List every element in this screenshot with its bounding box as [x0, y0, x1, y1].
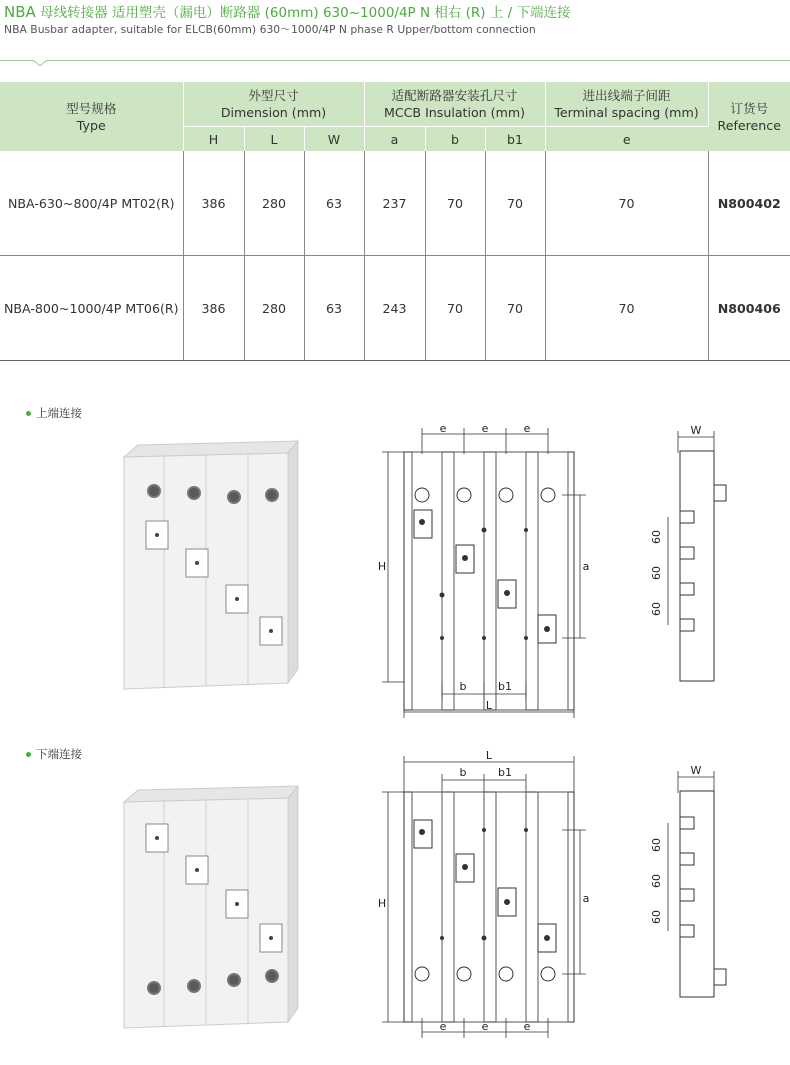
header-type: 型号规格 Type — [0, 82, 183, 151]
subheader-b1: b1 — [485, 127, 545, 152]
cell-e: 70 — [545, 151, 708, 256]
title-block — [4, 2, 784, 37]
cell-reference: N800402 — [708, 151, 790, 256]
cell-a: 243 — [364, 256, 425, 361]
header-dimension: 外型尺寸 Dimension (mm) — [183, 82, 364, 127]
table-row — [0, 256, 790, 361]
cell-type: NBA-630~800/4P MT02(R) — [0, 151, 183, 256]
bullet-icon — [26, 411, 31, 416]
header-reference: 订货号 Reference — [708, 82, 790, 151]
cell-L: 280 — [244, 256, 304, 361]
dim-W: W — [690, 424, 702, 437]
product-render-upper — [120, 445, 300, 695]
dim-e: e — [439, 422, 447, 435]
dim-60: 60 — [650, 566, 663, 580]
page-title — [4, 2, 784, 23]
table-row — [0, 151, 790, 256]
dim-W: W — [690, 764, 702, 777]
product-render-lower — [120, 790, 300, 1030]
page-subtitle: NBA Busbar adapter, suitable for ELCB(60mm) 630～1000/4P N phase R Upper/bottom connection — [4, 23, 536, 36]
title-divider — [0, 60, 790, 61]
dim-e: e — [523, 422, 531, 435]
header-mccb: 适配断路器安装孔尺寸 MCCB Insulation (mm) — [364, 82, 545, 127]
cell-W: 63 — [304, 151, 364, 256]
cell-b1: 70 — [485, 151, 545, 256]
subheader-a: a — [364, 127, 425, 152]
title-notch-icon — [33, 60, 47, 74]
side-view-upper — [650, 425, 730, 685]
side-view-lower — [650, 765, 730, 1005]
title-name: 母线转接器 — [40, 5, 108, 21]
dim-a: a — [582, 892, 590, 905]
dim-b1: b1 — [498, 766, 512, 779]
cell-L: 280 — [244, 151, 304, 256]
dim-e: e — [481, 422, 489, 435]
dim-60: 60 — [650, 910, 663, 924]
dim-e: e — [439, 1020, 447, 1033]
cell-H: 386 — [183, 151, 244, 256]
front-view-lower — [372, 749, 592, 1042]
dim-60: 60 — [650, 602, 663, 616]
subheader-L: L — [244, 127, 304, 152]
subheader-H: H — [183, 127, 244, 152]
title-desc: 适用塑壳（漏电）断路器 (60mm) 630~1000/4P N 相右 (R) 上 / 下端连接 — [111, 5, 571, 21]
bullet-icon — [26, 752, 31, 757]
cell-e: 70 — [545, 256, 708, 361]
cell-type: NBA-800~1000/4P MT06(R) — [0, 256, 183, 361]
section-lower-label: 下端连接 — [26, 746, 82, 762]
dim-60: 60 — [650, 530, 663, 544]
dim-L: L — [485, 699, 493, 712]
dim-60: 60 — [650, 874, 663, 888]
subheader-e: e — [545, 127, 708, 152]
dim-b1: b1 — [498, 680, 512, 693]
spec-table — [0, 82, 790, 361]
dim-b: b — [459, 680, 467, 693]
cell-reference: N800406 — [708, 256, 790, 361]
cell-a: 237 — [364, 151, 425, 256]
dim-e: e — [523, 1020, 531, 1033]
cell-W: 63 — [304, 256, 364, 361]
dim-b: b — [459, 766, 467, 779]
cell-b: 70 — [425, 151, 485, 256]
dim-60: 60 — [650, 838, 663, 852]
cell-H: 386 — [183, 256, 244, 361]
front-view-upper — [372, 420, 592, 720]
subheader-W: W — [304, 127, 364, 152]
title-prefix: NBA — [4, 3, 36, 21]
cell-b1: 70 — [485, 256, 545, 361]
dim-H: H — [377, 560, 387, 573]
section-upper-label: 上端连接 — [26, 405, 82, 421]
dim-a: a — [582, 560, 590, 573]
dim-L: L — [485, 749, 493, 762]
header-terminal: 进出线端子间距 Terminal spacing (mm) — [545, 82, 708, 127]
cell-b: 70 — [425, 256, 485, 361]
dim-e: e — [481, 1020, 489, 1033]
dim-H: H — [377, 897, 387, 910]
subheader-b: b — [425, 127, 485, 152]
